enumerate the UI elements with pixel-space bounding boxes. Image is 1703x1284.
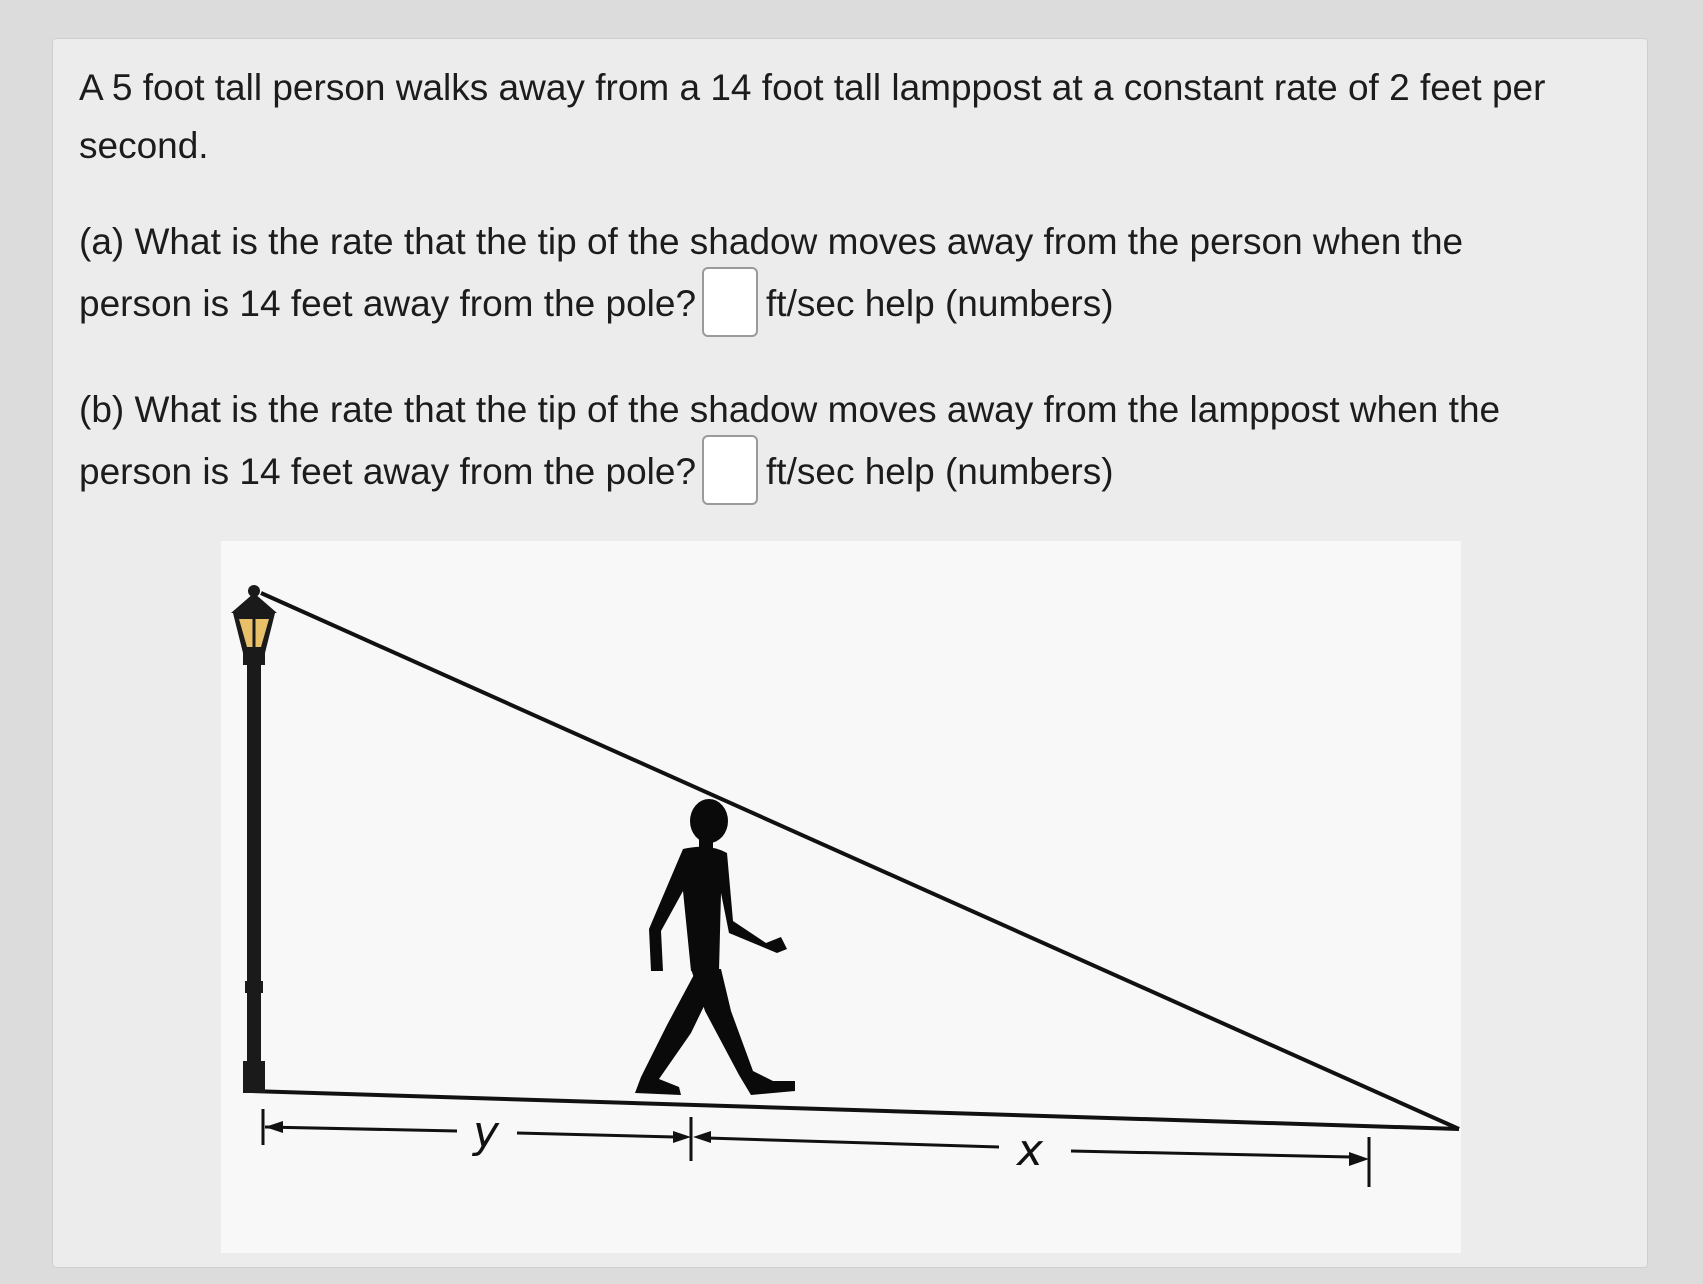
part-b-answer-input[interactable]	[702, 435, 758, 505]
problem-statement: A 5 foot tall person walks away from a 14 foot tall lamppost at a constant rate of 2 feet per second.	[79, 67, 1546, 166]
part-a	[79, 213, 1579, 341]
problem-card	[52, 38, 1648, 1268]
diagram-svg	[221, 541, 1461, 1253]
x-label: x	[1017, 1125, 1044, 1176]
part-b-question: (b) What is the rate that the tip of the shadow moves away from the lamppost when the person is 14 feet away from the pole?	[79, 389, 1501, 492]
part-a-unit: ft/sec	[766, 282, 855, 324]
lamppost-diagram	[221, 541, 1461, 1253]
y-dimension-line-left	[265, 1127, 457, 1131]
part-a-question: (a) What is the rate that the tip of the shadow moves away from the person when the person is 14 feet away from the pole?	[79, 221, 1464, 324]
part-b-unit: ft/sec	[766, 450, 855, 492]
y-dimension-line-right	[517, 1133, 675, 1137]
part-b	[79, 381, 1589, 509]
x-dimension-line-left	[707, 1138, 999, 1147]
x-arrowhead-right	[1349, 1152, 1369, 1166]
y-arrowhead-right	[673, 1131, 691, 1143]
ground-line	[251, 1091, 1459, 1129]
part-a-help-link[interactable]: help (numbers)	[864, 282, 1114, 324]
lamppost-icon	[231, 585, 277, 1093]
part-a-answer-input[interactable]	[702, 267, 758, 337]
y-label: y	[473, 1107, 500, 1158]
part-b-help-link[interactable]: help (numbers)	[864, 450, 1114, 492]
y-arrowhead-left	[265, 1121, 283, 1133]
light-ray-line	[261, 593, 1459, 1129]
x-dimension-line-right	[1071, 1151, 1351, 1157]
walking-person-icon	[635, 799, 795, 1095]
